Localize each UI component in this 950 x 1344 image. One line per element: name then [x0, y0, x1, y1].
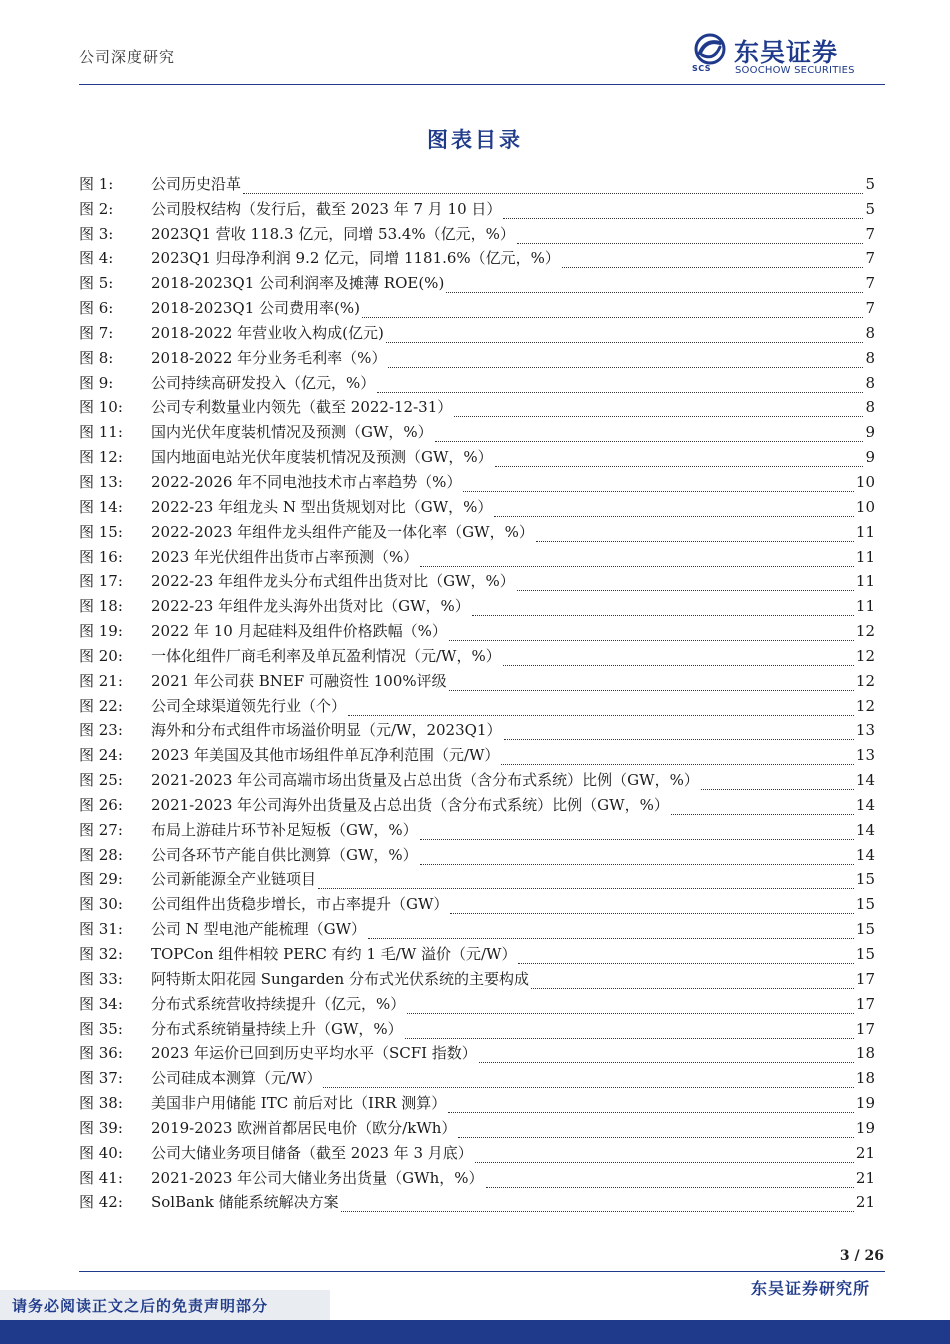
toc-entry[interactable] [79, 219, 875, 244]
toc-entry-page: 8 [865, 323, 875, 342]
toc-entry-page: 12 [855, 696, 875, 715]
toc-entry-number: 图 16: [79, 547, 123, 566]
toc-entry-page: 14 [855, 795, 875, 814]
toc-entry-number: 图 39: [79, 1118, 123, 1137]
toc-entry-leader [463, 477, 853, 492]
toc-entry-title: 分布式系统销量持续上升（GW，%） [151, 1019, 403, 1038]
toc-entry[interactable] [79, 1039, 875, 1064]
toc-entry[interactable] [79, 765, 875, 790]
toc-entry[interactable] [79, 914, 875, 939]
toc-entry[interactable] [79, 865, 875, 890]
figure-table-of-contents [79, 169, 875, 1212]
toc-entry-page: 21 [855, 1143, 875, 1162]
toc-entry-title: 2021-2023 年公司高端市场出货量及占总出货（含分布式系统）比例（GW，%） [151, 771, 699, 790]
toc-entry-page: 12 [855, 646, 875, 665]
toc-entry-page: 14 [855, 820, 875, 839]
toc-entry-page: 15 [855, 920, 875, 939]
toc-entry-leader [479, 1048, 854, 1063]
toc-entry[interactable] [79, 1088, 875, 1113]
toc-entry-leader [517, 229, 864, 244]
toc-entry-number: 图 17: [79, 572, 123, 591]
toc-entry-leader [450, 899, 854, 914]
toc-entry-number: 图 19: [79, 622, 123, 641]
toc-entry-number: 图 40: [79, 1143, 123, 1162]
toc-entry[interactable] [79, 840, 875, 865]
toc-entry-number: 图 13: [79, 472, 123, 491]
toc-entry-page: 11 [855, 522, 875, 541]
toc-entry-page: 14 [855, 845, 875, 864]
toc-entry-page: 17 [855, 1019, 875, 1038]
toc-entry[interactable] [79, 343, 875, 368]
toc-entry-page: 10 [855, 497, 875, 516]
toc-entry[interactable] [79, 1163, 875, 1188]
toc-entry-leader [701, 775, 854, 790]
toc-entry-leader [494, 502, 853, 517]
toc-entry[interactable] [79, 716, 875, 741]
toc-entry-leader [501, 750, 853, 765]
toc-entry-number: 图 38: [79, 1094, 123, 1113]
toc-entry-number: 图 8: [79, 348, 114, 367]
logo-mark-text: SCS [692, 64, 712, 73]
toc-entry-title: 2022-2023 年组件龙头组件产能及一体化率（GW，%） [151, 522, 534, 541]
toc-entry[interactable] [79, 591, 875, 616]
toc-entry[interactable] [79, 815, 875, 840]
toc-entry-leader [517, 576, 854, 591]
toc-entry-title: SolBank 储能系统解决方案 [151, 1193, 339, 1212]
toc-entry-page: 12 [855, 671, 875, 690]
toc-entry-leader [323, 1073, 853, 1088]
toc-entry-page: 18 [855, 1069, 875, 1088]
toc-entry-title: 阿特斯太阳花园 Sungarden 分布式光伏系统的主要构成 [151, 969, 529, 988]
toc-entry[interactable] [79, 442, 875, 467]
toc-entry-leader [503, 651, 854, 666]
toc-entry[interactable] [79, 1138, 875, 1163]
toc-entry-leader [504, 725, 854, 740]
toc-entry-number: 图 15: [79, 522, 123, 541]
toc-entry-leader [503, 204, 863, 219]
toc-entry[interactable] [79, 790, 875, 815]
toc-entry-number: 图 12: [79, 448, 123, 467]
toc-entry-number: 图 33: [79, 969, 123, 988]
toc-entry-title: 2018-2023Q1 公司利润率及摊薄 ROE(%) [151, 274, 445, 293]
toc-entry-page: 21 [855, 1193, 875, 1212]
toc-entry-leader [420, 825, 854, 840]
toc-entry-number: 图 5: [79, 274, 114, 293]
toc-entry-leader [420, 552, 854, 567]
toc-entry-leader [531, 974, 854, 989]
toc-entry-leader [341, 1197, 854, 1212]
toc-entry-number: 图 3: [79, 224, 114, 243]
toc-entry-page: 11 [855, 572, 875, 591]
toc-entry[interactable] [79, 740, 875, 765]
toc-entry[interactable] [79, 368, 875, 393]
toc-entry-page: 9 [865, 448, 875, 467]
toc-entry-title: 公司硅成本测算（元/W） [151, 1069, 322, 1088]
toc-entry-page: 19 [855, 1118, 875, 1137]
toc-entry-title: 2022-23 年组件龙头海外出货对比（GW，%） [151, 597, 470, 616]
toc-entry-title: 一体化组件厂商毛利率及单瓦盈利情况（元/W，%） [151, 646, 501, 665]
toc-entry-page: 17 [855, 994, 875, 1013]
toc-entry[interactable] [79, 194, 875, 219]
toc-entry-page: 13 [855, 721, 875, 740]
toc-entry-leader [518, 949, 853, 964]
toc-entry-page: 18 [855, 1044, 875, 1063]
toc-entry-number: 图 31: [79, 920, 123, 939]
toc-entry-page: 5 [865, 174, 875, 193]
toc-entry-number: 图 26: [79, 795, 123, 814]
toc-entry-title: 2021 年公司获 BNEF 可融资性 100%评级 [151, 671, 447, 690]
logo-chinese-name: 东吴证券 [734, 38, 839, 67]
toc-entry-number: 图 27: [79, 820, 123, 839]
toc-entry-leader [388, 353, 863, 368]
toc-entry-leader [449, 626, 854, 641]
toc-entry-title: 公司历史沿革 [151, 174, 242, 193]
toc-entry-leader [420, 850, 854, 865]
toc-entry-number: 图 9: [79, 373, 114, 392]
toc-entry-number: 图 41: [79, 1168, 123, 1187]
toc-entry-title: TOPCon 组件相较 PERC 有约 1 毛/W 溢价（元/W） [151, 945, 517, 963]
toc-entry-page: 5 [865, 199, 875, 218]
toc-entry-number: 图 14: [79, 497, 123, 516]
toc-entry-number: 图 24: [79, 746, 123, 765]
toc-entry-number: 图 30: [79, 895, 123, 914]
toc-entry-title: 公司股权结构（发行后，截至 2023 年 7 月 10 日） [151, 199, 502, 218]
toc-entry-page: 15 [855, 895, 875, 914]
toc-entry-number: 图 20: [79, 646, 123, 665]
toc-entry[interactable] [79, 467, 875, 492]
toc-entry-title: 海外和分布式组件市场溢价明显（元/W，2023Q1） [151, 721, 502, 740]
toc-entry[interactable] [79, 244, 875, 269]
toc-entry-leader [458, 1123, 853, 1138]
toc-entry-title: 2022-2026 年不同电池技术市占率趋势（%） [151, 472, 462, 491]
toc-entry-page: 9 [865, 423, 875, 442]
toc-entry[interactable] [79, 169, 875, 194]
toc-entry-leader [405, 1024, 854, 1039]
toc-entry-leader [446, 278, 863, 293]
toc-entry[interactable] [79, 417, 875, 442]
toc-entry-leader [377, 378, 863, 393]
toc-entry-number: 图 42: [79, 1193, 123, 1212]
company-logo [690, 33, 885, 77]
toc-entry-title: 公司专利数量业内领先（截至 2022-12-31） [151, 398, 453, 417]
toc-entry[interactable] [79, 666, 875, 691]
toc-entry-title: 2023 年光伏组件出货市占率预测（%） [151, 547, 419, 566]
toc-entry-page: 7 [865, 249, 875, 268]
toc-entry-title: 分布式系统营收持续提升（亿元，%） [151, 994, 406, 1013]
toc-entry-number: 图 18: [79, 597, 123, 616]
toc-entry-number: 图 23: [79, 721, 123, 740]
toc-entry-title: 2023 年美国及其他市场组件单瓦净利范围（元/W） [151, 746, 500, 765]
toc-entry-title: 公司全球渠道领先行业（个） [151, 696, 347, 715]
toc-entry-number: 图 28: [79, 845, 123, 864]
toc-entry-page: 11 [855, 597, 875, 616]
toc-entry-leader [362, 303, 863, 318]
toc-entry[interactable] [79, 641, 875, 666]
toc-entry[interactable] [79, 293, 875, 318]
toc-entry-leader [348, 701, 854, 716]
toc-entry[interactable] [79, 889, 875, 914]
toc-entry-page: 15 [855, 870, 875, 889]
toc-entry-number: 图 32: [79, 945, 123, 963]
page-number: 3 / 26 [839, 1248, 884, 1264]
toc-entry-title: 2022-23 年组龙头 N 型出货规划对比（GW，%） [151, 497, 493, 516]
toc-entry-title: 2018-2023Q1 公司费用率(%) [151, 299, 360, 318]
toc-entry-leader [318, 874, 854, 889]
page-title: 图表目录 [427, 127, 523, 152]
toc-entry[interactable] [79, 1063, 875, 1088]
toc-entry-page: 21 [855, 1168, 875, 1187]
toc-entry-title: 2023Q1 归母净利润 9.2 亿元，同增 1181.6%（亿元，%） [151, 249, 560, 268]
toc-entry-title: 公司各环节产能自供比测算（GW，%） [151, 845, 418, 864]
toc-entry-leader [386, 328, 864, 343]
toc-entry-number: 图 10: [79, 398, 123, 417]
toc-entry-title: 布局上游硅片环节补足短板（GW，%） [151, 820, 418, 839]
toc-entry-page: 15 [855, 945, 875, 963]
toc-entry-number: 图 2: [79, 199, 114, 218]
toc-entry-page: 8 [865, 373, 875, 392]
toc-entry-leader [368, 924, 854, 939]
toc-entry-page: 11 [855, 547, 875, 566]
toc-entry-page: 10 [855, 472, 875, 491]
toc-entry-leader [243, 179, 863, 194]
toc-entry-number: 图 35: [79, 1019, 123, 1038]
toc-entry-leader [536, 527, 854, 542]
toc-entry-number: 图 22: [79, 696, 123, 715]
toc-entry-page: 17 [855, 969, 875, 988]
toc-entry-number: 图 11: [79, 423, 123, 442]
toc-entry-number: 图 36: [79, 1044, 123, 1063]
toc-entry-title: 2022-23 年组件龙头分布式组件出货对比（GW，%） [151, 572, 515, 591]
toc-entry-title: 公司持续高研发投入（亿元，%） [151, 373, 376, 392]
toc-entry-leader [486, 1173, 854, 1188]
toc-entry-page: 14 [855, 771, 875, 790]
logo-english-name: SOOCHOW SECURITIES [735, 65, 855, 76]
disclaimer-banner [0, 1290, 330, 1320]
report-type-label: 公司深度研究 [79, 48, 176, 66]
toc-entry-title: 2021-2023 年公司大储业务出货量（GWh，%） [151, 1168, 484, 1187]
toc-entry-page: 8 [865, 348, 875, 367]
toc-entry-title: 2022 年 10 月起硅料及组件价格跌幅（%） [151, 622, 447, 641]
toc-entry-number: 图 6: [79, 299, 114, 318]
toc-entry[interactable] [79, 517, 875, 542]
toc-entry-title: 2018-2022 年分业务毛利率（%） [151, 348, 387, 367]
toc-entry-leader [449, 676, 854, 691]
toc-entry-leader [475, 1148, 854, 1163]
toc-entry[interactable] [79, 268, 875, 293]
toc-entry-leader [495, 452, 864, 467]
disclaimer-text: 请务必阅读正文之后的免责声明部分 [12, 1297, 269, 1315]
toc-entry[interactable] [79, 691, 875, 716]
toc-entry-leader [562, 253, 864, 268]
toc-entry-title: 公司大储业务项目储备（截至 2023 年 3 月底） [151, 1143, 473, 1162]
toc-entry-title: 公司组件出货稳步增长，市占率提升（GW） [151, 895, 449, 914]
toc-entry-title: 2023Q1 营收 118.3 亿元，同增 53.4%（亿元，%） [151, 224, 515, 243]
toc-entry[interactable] [79, 567, 875, 592]
toc-entry-page: 19 [855, 1094, 875, 1113]
toc-entry[interactable] [79, 989, 875, 1014]
toc-entry-number: 图 7: [79, 323, 114, 342]
toc-entry-number: 图 1: [79, 174, 114, 193]
toc-entry-page: 13 [855, 746, 875, 765]
toc-entry[interactable] [79, 1113, 875, 1138]
toc-entry-title: 2021-2023 年公司海外出货量及占总出货（含分布式系统）比例（GW，%） [151, 795, 669, 814]
header-divider [79, 84, 885, 85]
toc-entry-title: 2019-2023 欧洲首都居民电价（欧分/kWh） [151, 1118, 457, 1137]
toc-entry-title: 公司 N 型电池产能梳理（GW） [151, 920, 367, 939]
footer-divider [79, 1271, 885, 1272]
toc-entry[interactable] [79, 939, 875, 964]
toc-entry-page: 12 [855, 622, 875, 641]
toc-entry-page: 8 [865, 398, 875, 417]
toc-entry-page: 7 [865, 274, 875, 293]
toc-entry-leader [407, 999, 854, 1014]
toc-entry-number: 图 21: [79, 671, 123, 690]
toc-entry-page: 7 [865, 299, 875, 318]
toc-entry-title: 国内地面电站光伏年度装机情况及预测（GW，%） [151, 448, 493, 467]
toc-entry[interactable] [79, 542, 875, 567]
toc-entry[interactable] [79, 492, 875, 517]
toc-entry-title: 美国非户用储能 ITC 前后对比（IRR 测算） [151, 1094, 447, 1113]
toc-entry[interactable] [79, 964, 875, 989]
toc-entry-title: 国内光伏年度装机情况及预测（GW，%） [151, 423, 433, 442]
institute-name: 东吴证券研究所 [750, 1279, 870, 1298]
toc-entry-leader [448, 1098, 854, 1113]
toc-entry-title: 2023 年运价已回到历史平均水平（SCFI 指数） [151, 1044, 477, 1063]
toc-entry-title: 2018-2022 年营业收入构成(亿元) [151, 323, 384, 342]
toc-entry-leader [472, 601, 854, 616]
toc-entry-page: 7 [865, 224, 875, 243]
toc-entry[interactable] [79, 1014, 875, 1039]
toc-entry-leader [671, 800, 854, 815]
toc-entry-leader [435, 427, 864, 442]
toc-entry-number: 图 29: [79, 870, 123, 889]
toc-entry[interactable] [79, 318, 875, 343]
toc-entry-number: 图 4: [79, 249, 114, 268]
toc-entry-number: 图 37: [79, 1069, 123, 1088]
toc-entry-number: 图 34: [79, 994, 123, 1013]
toc-entry[interactable] [79, 393, 875, 418]
toc-entry[interactable] [79, 616, 875, 641]
toc-entry-number: 图 25: [79, 771, 123, 790]
toc-entry[interactable] [79, 1188, 875, 1213]
toc-entry-title: 公司新能源全产业链项目 [151, 870, 317, 889]
footer-bar [0, 1320, 950, 1344]
toc-entry-leader [454, 402, 863, 417]
